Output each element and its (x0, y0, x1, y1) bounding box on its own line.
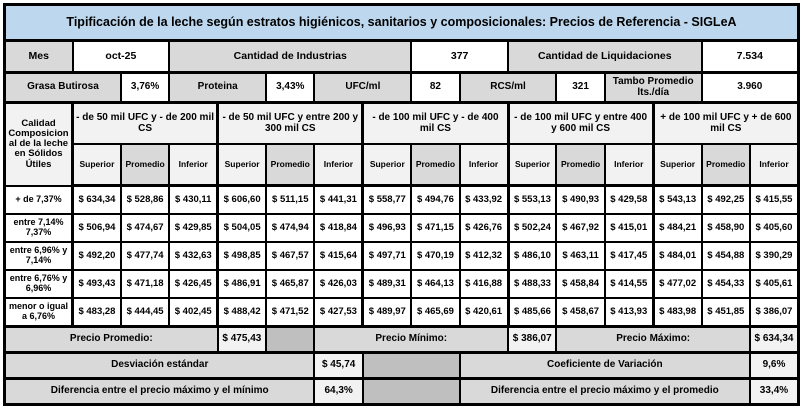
page-title: Tipificación de la leche según estratos higiénicos, sanitarios y composicionales: Precios de Referencia - SIGLeA (5, 5, 799, 41)
price-cell: $ 464,13 (411, 270, 459, 298)
price-cell: $ 498,85 (218, 242, 266, 270)
price-cell: $ 405,60 (750, 214, 799, 242)
price-cell: $ 502,24 (508, 214, 556, 242)
subheader-inferior: Inferior (750, 144, 799, 186)
subheader-superior: Superior (363, 144, 411, 186)
price-cell: $ 418,84 (314, 214, 362, 242)
price-cell: $ 426,03 (314, 270, 362, 298)
price-cell: $ 420,61 (460, 298, 508, 327)
price-cell: $ 441,31 (314, 186, 362, 215)
tambo-value: 3.960 (702, 73, 799, 103)
diferencia-promedio-value: 33,4% (750, 379, 799, 405)
price-cell: $ 458,90 (702, 214, 750, 242)
price-cell: $ 477,02 (653, 270, 701, 298)
liquidaciones-label: Cantidad de Liquidaciones (508, 41, 702, 73)
price-cell: $ 386,07 (750, 298, 799, 327)
subheader-promedio: Promedio (121, 144, 169, 186)
liquidaciones-value: 7.534 (702, 41, 799, 73)
price-cell: $ 458,67 (556, 298, 604, 327)
price-cell: $ 467,92 (556, 214, 604, 242)
footer-row-differences (5, 379, 799, 405)
filler-cell (363, 379, 460, 405)
price-cell: $ 486,91 (218, 270, 266, 298)
group-header-4: - de 100 mil UFC y entre 400 y 600 mil CS (508, 103, 653, 145)
diferencia-promedio-label: Diferencia entre el precio máximo y el promedio (460, 379, 750, 405)
row-label: menor o igual a 6,76% (5, 298, 73, 327)
price-cell: $ 426,45 (169, 270, 217, 298)
price-cell: $ 511,15 (266, 186, 314, 215)
diferencia-minimo-label: Diferencia entre el precio máximo y el mínimo (5, 379, 315, 405)
price-cell: $ 416,88 (460, 270, 508, 298)
price-cell: $ 477,74 (121, 242, 169, 270)
subheader-promedio: Promedio (411, 144, 459, 186)
title-row (5, 5, 799, 41)
subheader-inferior: Inferior (605, 144, 653, 186)
price-cell: $ 488,42 (218, 298, 266, 327)
desviacion-label: Desviación estándar (5, 353, 315, 379)
subheader-promedio: Promedio (266, 144, 314, 186)
price-cell: $ 465,87 (266, 270, 314, 298)
subheader-inferior: Inferior (169, 144, 217, 186)
row-label: entre 6,76% y 6,96% (5, 270, 73, 298)
subheader-superior: Superior (653, 144, 701, 186)
price-cell: $ 444,45 (121, 298, 169, 327)
subheader-row (5, 144, 799, 186)
pricing-table (3, 3, 800, 406)
industrias-value: 377 (411, 41, 508, 73)
table-row (5, 242, 799, 270)
desviacion-value: $ 45,74 (314, 353, 362, 379)
price-cell: $ 432,63 (169, 242, 217, 270)
price-cell: $ 483,98 (653, 298, 701, 327)
price-cell: $ 492,20 (73, 242, 121, 270)
price-cell: $ 426,76 (460, 214, 508, 242)
ufc-value: 82 (411, 73, 459, 103)
price-cell: $ 433,92 (460, 186, 508, 215)
grasa-label: Grasa Butirosa (5, 73, 121, 103)
industrias-label: Cantidad de Industrias (169, 41, 411, 73)
table-row (5, 270, 799, 298)
price-cell: $ 504,05 (218, 214, 266, 242)
price-cell: $ 417,45 (605, 242, 653, 270)
price-cell: $ 496,93 (363, 214, 411, 242)
price-cell: $ 467,57 (266, 242, 314, 270)
footer-row-averages (5, 327, 799, 353)
price-cell: $ 405,61 (750, 270, 799, 298)
coeficiente-variacion-label: Coeficiente de Variación (460, 353, 750, 379)
proteina-label: Proteina (169, 73, 266, 103)
mes-value: oct-25 (73, 41, 170, 73)
price-cell: $ 390,29 (750, 242, 799, 270)
price-cell: $ 429,85 (169, 214, 217, 242)
price-cell: $ 489,31 (363, 270, 411, 298)
subheader-inferior: Inferior (460, 144, 508, 186)
row-label: entre 7,14% 7,37% (5, 214, 73, 242)
group-header-3: - de 100 mil UFC y - de 400 mil CS (363, 103, 508, 145)
price-cell: $ 413,93 (605, 298, 653, 327)
filler-cell (363, 353, 460, 379)
price-cell: $ 489,97 (363, 298, 411, 327)
price-cell: $ 454,88 (702, 242, 750, 270)
group-header-row (5, 103, 799, 145)
price-cell: $ 485,66 (508, 298, 556, 327)
price-cell: $ 488,33 (508, 270, 556, 298)
price-cell: $ 553,13 (508, 186, 556, 215)
table-row (5, 298, 799, 327)
filler-cell (266, 327, 314, 353)
price-cell: $ 474,67 (121, 214, 169, 242)
price-cell: $ 415,64 (314, 242, 362, 270)
price-cell: $ 412,32 (460, 242, 508, 270)
price-cell: $ 454,33 (702, 270, 750, 298)
summary-row-1 (5, 41, 799, 73)
precio-promedio-value: $ 475,43 (218, 327, 266, 353)
footer-row-stats (5, 353, 799, 379)
group-header-5: + de 100 mil UFC y + de 600 mil CS (653, 103, 798, 145)
precio-maximo-label: Precio Máximo: (556, 327, 750, 353)
table-row (5, 186, 799, 215)
price-cell: $ 493,43 (73, 270, 121, 298)
precio-maximo-value: $ 634,34 (750, 327, 799, 353)
price-cell: $ 451,85 (702, 298, 750, 327)
price-cell: $ 484,21 (653, 214, 701, 242)
price-cell: $ 402,45 (169, 298, 217, 327)
mes-label: Mes (5, 41, 73, 73)
price-cell: $ 486,10 (508, 242, 556, 270)
price-cell: $ 463,11 (556, 242, 604, 270)
rcs-label: RCS/ml (460, 73, 557, 103)
price-cell: $ 465,69 (411, 298, 459, 327)
subheader-superior: Superior (218, 144, 266, 186)
table-row (5, 214, 799, 242)
rcs-value: 321 (556, 73, 604, 103)
subheader-promedio: Promedio (702, 144, 750, 186)
price-cell: $ 430,11 (169, 186, 217, 215)
group-header-2: - de 50 mil UFC y entre 200 y 300 mil CS (218, 103, 363, 145)
corner-header: Calidad Composicional de la leche en Sólidos Útiles (5, 103, 73, 186)
price-cell: $ 471,18 (121, 270, 169, 298)
price-cell: $ 458,84 (556, 270, 604, 298)
price-cell: $ 415,55 (750, 186, 799, 215)
diferencia-minimo-value: 64,3% (314, 379, 362, 405)
price-cell: $ 634,34 (73, 186, 121, 215)
price-cell: $ 528,86 (121, 186, 169, 215)
precio-minimo-value: $ 386,07 (508, 327, 556, 353)
price-cell: $ 427,53 (314, 298, 362, 327)
ufc-label: UFC/ml (314, 73, 411, 103)
precio-minimo-label: Precio Mínimo: (314, 327, 508, 353)
subheader-superior: Superior (73, 144, 121, 186)
group-header-1: - de 50 mil UFC y - de 200 mil CS (73, 103, 218, 145)
price-cell: $ 490,93 (556, 186, 604, 215)
grasa-value: 3,76% (121, 73, 169, 103)
summary-row-2 (5, 73, 799, 103)
coeficiente-variacion-value: 9,6% (750, 353, 799, 379)
price-cell: $ 606,60 (218, 186, 266, 215)
price-cell: $ 471,15 (411, 214, 459, 242)
price-cell: $ 414,55 (605, 270, 653, 298)
price-cell: $ 429,58 (605, 186, 653, 215)
proteina-value: 3,43% (266, 73, 314, 103)
price-cell: $ 471,52 (266, 298, 314, 327)
price-cell: $ 483,28 (73, 298, 121, 327)
price-cell: $ 558,77 (363, 186, 411, 215)
price-cell: $ 494,76 (411, 186, 459, 215)
subheader-superior: Superior (508, 144, 556, 186)
price-cell: $ 474,94 (266, 214, 314, 242)
precio-promedio-label: Precio Promedio: (5, 327, 218, 353)
price-cell: $ 470,19 (411, 242, 459, 270)
row-label: + de 7,37% (5, 186, 73, 215)
subheader-promedio: Promedio (556, 144, 604, 186)
price-cell: $ 497,71 (363, 242, 411, 270)
price-cell: $ 506,94 (73, 214, 121, 242)
price-cell: $ 543,13 (653, 186, 701, 215)
price-cell: $ 492,25 (702, 186, 750, 215)
price-cell: $ 415,01 (605, 214, 653, 242)
subheader-inferior: Inferior (314, 144, 362, 186)
tambo-label: Tambo Promedio lts./día (605, 73, 702, 103)
row-label: entre 6,96% y 7,14% (5, 242, 73, 270)
price-cell: $ 484,01 (653, 242, 701, 270)
